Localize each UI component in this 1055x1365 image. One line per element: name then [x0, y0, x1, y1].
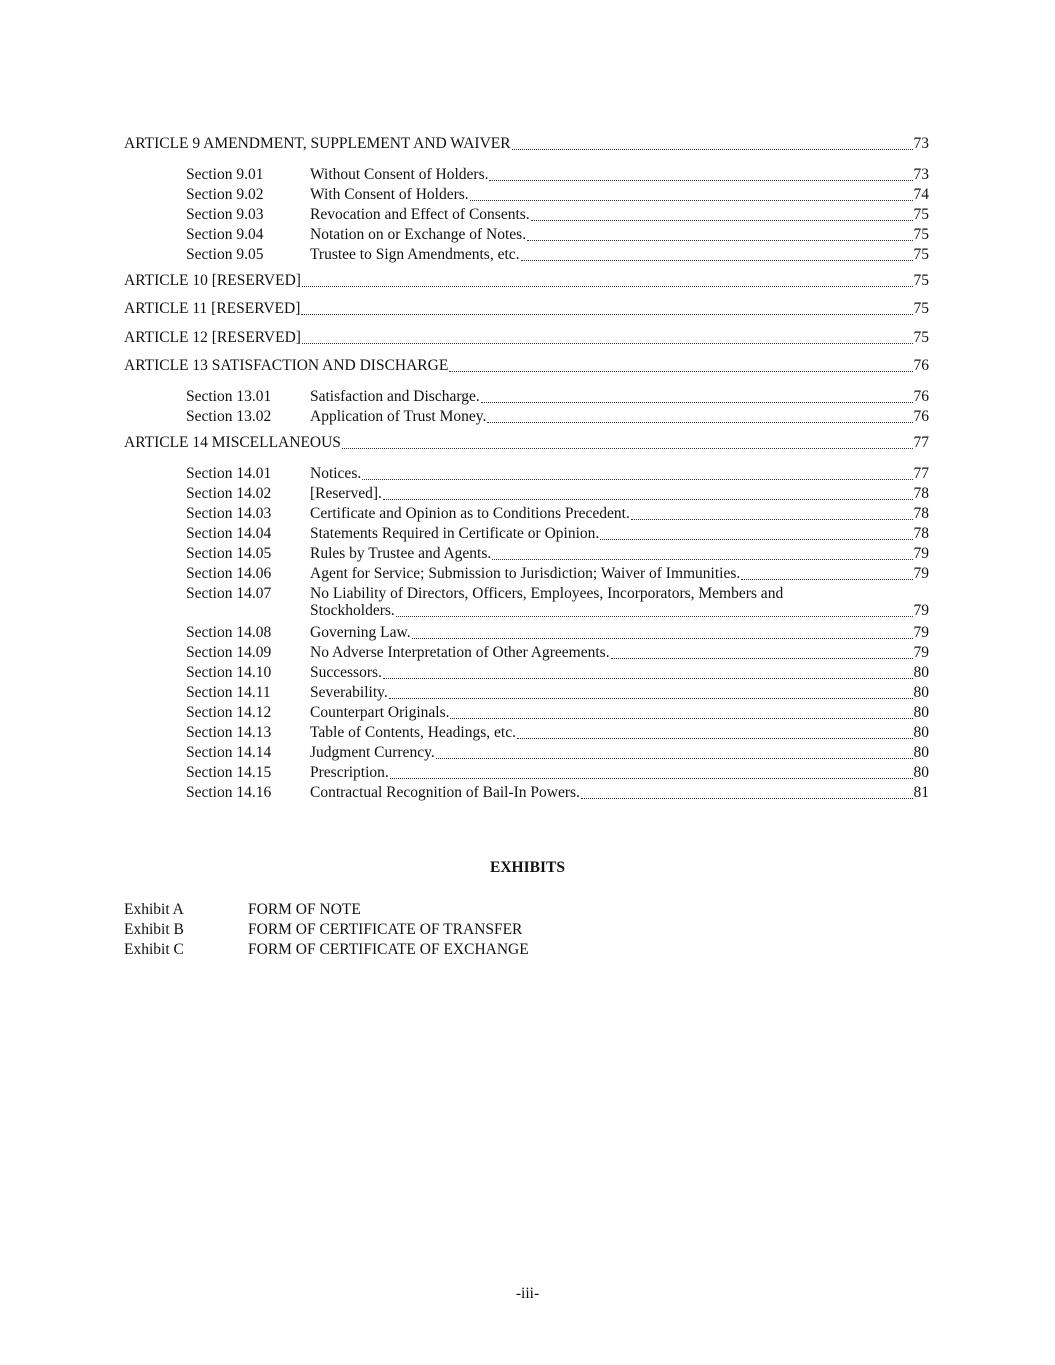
dot-leader — [741, 579, 912, 580]
page-number: 75 — [913, 206, 929, 223]
toc-section-14-10 — [186, 663, 929, 683]
exhibit-a — [124, 900, 361, 920]
page-number: 76 — [913, 408, 929, 425]
toc-section-14-13 — [186, 723, 929, 743]
section-title: Agent for Service; Submission to Jurisdiction; Waiver of Immunities. — [310, 565, 741, 582]
page-number: 77 — [913, 434, 929, 451]
page-number: 80 — [913, 684, 929, 701]
section-title: Severability. — [310, 684, 388, 701]
exhibit-label: Exhibit A — [124, 901, 184, 918]
dot-leader — [581, 798, 913, 799]
dot-leader — [362, 479, 912, 480]
page-number: 81 — [913, 784, 929, 801]
dot-leader — [492, 559, 912, 560]
page-number: 78 — [913, 525, 929, 542]
dot-leader — [521, 260, 913, 261]
dot-leader — [396, 616, 913, 617]
section-number: Section 9.01 — [186, 166, 264, 183]
article-label: ARTICLE 12 [RESERVED] — [124, 329, 301, 346]
section-title-line-2: Stockholders. — [310, 602, 395, 619]
page-footer-number: -iii- — [515, 1285, 540, 1302]
dot-leader — [487, 422, 912, 423]
exhibit-b — [124, 920, 522, 940]
section-number: Section 14.12 — [186, 704, 272, 721]
section-number: Section 14.16 — [186, 784, 272, 801]
section-number: Section 14.04 — [186, 525, 272, 542]
toc-article-9 — [124, 134, 929, 154]
section-title: Notation on or Exchange of Notes. — [310, 226, 527, 243]
page-number: 80 — [913, 704, 929, 721]
page-number: 80 — [913, 724, 929, 741]
section-number: Section 14.06 — [186, 565, 272, 582]
toc-section-14-14 — [186, 743, 929, 763]
toc-section-14-03 — [186, 504, 929, 524]
page-number: 73 — [913, 135, 929, 152]
section-number: Section 14.09 — [186, 644, 272, 661]
toc-article-11 — [124, 299, 929, 319]
toc-section-13-02 — [186, 407, 929, 427]
section-title: Statements Required in Certificate or Opinion. — [310, 525, 600, 542]
toc-section-9-03 — [186, 205, 929, 225]
dot-leader — [611, 658, 913, 659]
toc-section-14-12 — [186, 703, 929, 723]
page-number: 79 — [913, 545, 929, 562]
dot-leader — [481, 402, 913, 403]
page-number: 78 — [913, 505, 929, 522]
section-number: Section 14.08 — [186, 624, 272, 641]
toc-section-14-06 — [186, 564, 929, 584]
toc-section-13-01 — [186, 387, 929, 407]
section-title: No Adverse Interpretation of Other Agreements. — [310, 644, 610, 661]
page-number: 79 — [913, 602, 929, 619]
section-title: [Reserved]. — [310, 485, 382, 502]
section-title: Satisfaction and Discharge. — [310, 388, 480, 405]
dot-leader — [517, 738, 913, 739]
dot-leader — [512, 149, 913, 150]
section-title: With Consent of Holders. — [310, 186, 469, 203]
exhibit-title: FORM OF CERTIFICATE OF EXCHANGE — [248, 941, 529, 958]
dot-leader — [390, 778, 913, 779]
page-number: 80 — [913, 664, 929, 681]
section-number: Section 9.04 — [186, 226, 264, 243]
section-number: Section 14.02 — [186, 485, 272, 502]
page-number: 75 — [913, 329, 929, 346]
section-title: Certificate and Opinion as to Conditions Precedent. — [310, 505, 630, 522]
dot-leader — [383, 678, 913, 679]
dot-leader — [527, 240, 912, 241]
section-title: Counterpart Originals. — [310, 704, 450, 721]
section-number: Section 14.10 — [186, 664, 272, 681]
page-number: 78 — [913, 485, 929, 502]
section-title: Contractual Recognition of Bail-In Powers. — [310, 784, 580, 801]
section-number: Section 9.05 — [186, 246, 264, 263]
exhibit-label: Exhibit C — [124, 941, 184, 958]
page-number: 75 — [913, 226, 929, 243]
section-title: Without Consent of Holders. — [310, 166, 489, 183]
dot-leader — [342, 448, 913, 449]
section-title: Prescription. — [310, 764, 389, 781]
exhibit-title: FORM OF CERTIFICATE OF TRANSFER — [248, 921, 523, 938]
section-number: Section 9.02 — [186, 186, 264, 203]
section-title: Notices. — [310, 465, 362, 482]
section-number: Section 13.02 — [186, 408, 272, 425]
section-number: Section 14.11 — [186, 684, 271, 701]
dot-leader — [470, 200, 913, 201]
section-number: Section 14.14 — [186, 744, 272, 761]
section-title: Successors. — [310, 664, 382, 681]
section-number: Section 9.03 — [186, 206, 264, 223]
toc-section-9-01 — [186, 165, 929, 185]
dot-leader — [389, 698, 913, 699]
toc-article-14 — [124, 433, 929, 453]
section-title: Table of Contents, Headings, etc. — [310, 724, 516, 741]
section-number: Section 13.01 — [186, 388, 272, 405]
toc-section-9-04 — [186, 225, 929, 245]
toc-section-14-15 — [186, 763, 929, 783]
page-number: 80 — [913, 764, 929, 781]
dot-leader — [412, 638, 913, 639]
toc-article-10 — [124, 271, 929, 291]
section-title: Governing Law. — [310, 624, 411, 641]
toc-section-9-02 — [186, 185, 929, 205]
section-number: Section 14.03 — [186, 505, 272, 522]
toc-section-14-07 — [186, 584, 929, 621]
page-number: 79 — [913, 565, 929, 582]
dot-leader — [302, 286, 913, 287]
toc-section-14-11 — [186, 683, 929, 703]
toc-article-12 — [124, 328, 929, 348]
page-number: 76 — [913, 357, 929, 374]
exhibit-title: FORM OF NOTE — [248, 901, 361, 918]
page-number: 75 — [913, 272, 929, 289]
dot-leader — [449, 371, 912, 372]
article-label: ARTICLE 13 SATISFACTION AND DISCHARGE — [124, 357, 449, 374]
toc-section-14-05 — [186, 544, 929, 564]
page-number: 80 — [913, 744, 929, 761]
toc-section-9-05 — [186, 245, 929, 265]
toc-section-14-02 — [186, 484, 929, 504]
dot-leader — [489, 180, 912, 181]
dot-leader — [450, 718, 912, 719]
toc-section-14-08 — [186, 623, 929, 643]
exhibits-heading: EXHIBITS — [490, 859, 565, 876]
section-title: Application of Trust Money. — [310, 408, 487, 425]
page-number: 79 — [913, 644, 929, 661]
toc-section-14-04 — [186, 524, 929, 544]
dot-leader — [301, 314, 912, 315]
exhibit-label: Exhibit B — [124, 921, 184, 938]
page-number: 75 — [913, 246, 929, 263]
dot-leader — [631, 519, 913, 520]
toc-section-14-01 — [186, 464, 929, 484]
section-title: Revocation and Effect of Consents. — [310, 206, 530, 223]
section-title: Rules by Trustee and Agents. — [310, 545, 492, 562]
section-number: Section 14.07 — [186, 585, 272, 602]
section-number: Section 14.01 — [186, 465, 272, 482]
section-number: Section 14.05 — [186, 545, 272, 562]
section-number: Section 14.13 — [186, 724, 272, 741]
article-label: ARTICLE 14 MISCELLANEOUS — [124, 434, 341, 451]
section-number: Section 14.15 — [186, 764, 272, 781]
page-number: 76 — [913, 388, 929, 405]
page-number: 74 — [913, 186, 929, 203]
article-label: ARTICLE 9 AMENDMENT, SUPPLEMENT AND WAIVER — [124, 135, 511, 152]
dot-leader — [436, 758, 913, 759]
toc-article-13 — [124, 356, 929, 376]
page-number: 73 — [913, 166, 929, 183]
toc-section-14-16 — [186, 783, 929, 803]
dot-leader — [302, 343, 913, 344]
dot-leader — [531, 220, 913, 221]
section-title: Trustee to Sign Amendments, etc. — [310, 246, 520, 263]
exhibit-c — [124, 940, 529, 960]
page-number: 79 — [913, 624, 929, 641]
section-title: Judgment Currency. — [310, 744, 435, 761]
toc-section-14-09 — [186, 643, 929, 663]
dot-leader — [383, 499, 913, 500]
page-number: 75 — [913, 300, 929, 317]
dot-leader — [600, 539, 912, 540]
article-label: ARTICLE 11 [RESERVED] — [124, 300, 301, 317]
article-label: ARTICLE 10 [RESERVED] — [124, 272, 301, 289]
page-number: 77 — [913, 465, 929, 482]
section-title-line-1: No Liability of Directors, Officers, Employees, Incorporators, Members and — [310, 585, 784, 602]
